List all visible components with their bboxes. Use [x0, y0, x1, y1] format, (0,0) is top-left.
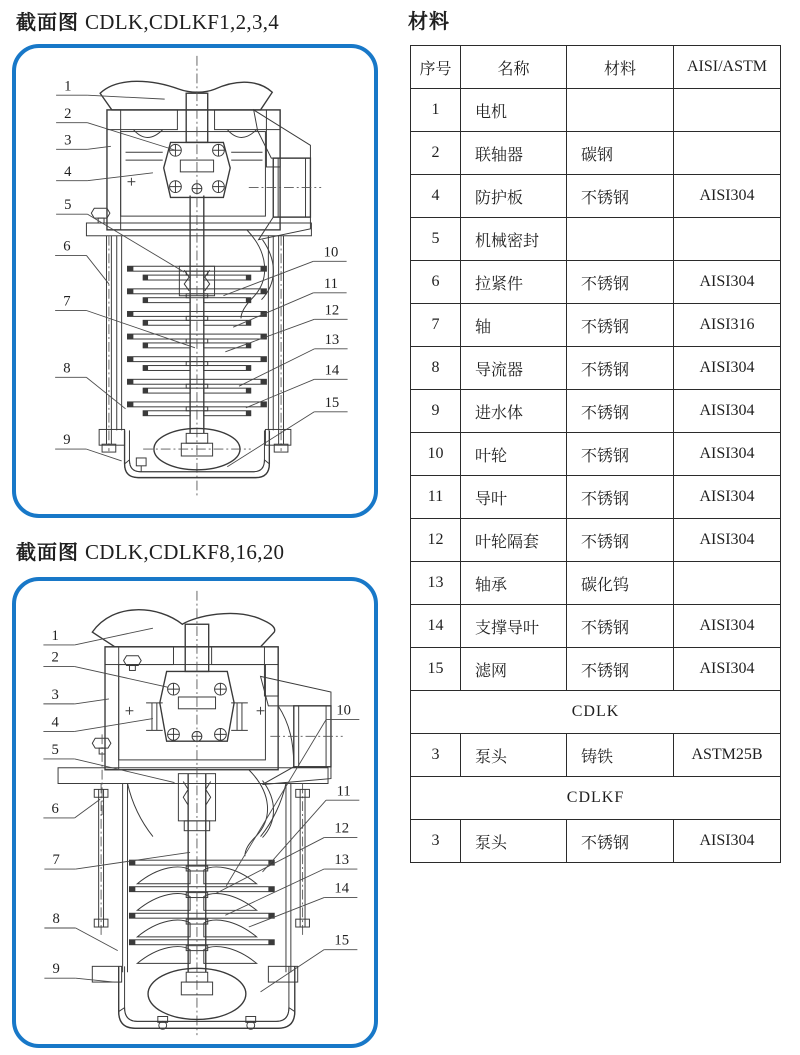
model-group-label: CDLK	[411, 691, 781, 734]
callout-number: 7	[52, 852, 60, 869]
callout-number: 11	[323, 275, 339, 292]
cell-no: 8	[411, 347, 461, 390]
cell-aisi: AISI304	[674, 476, 781, 519]
cell-name: 联轴器	[461, 132, 567, 175]
cell-aisi: AISI304	[674, 347, 781, 390]
materials-title: 材料	[408, 11, 450, 33]
cell-aisi: AISI304	[674, 648, 781, 691]
cell-material: 不锈钢	[567, 519, 674, 562]
cell-no: 10	[411, 433, 461, 476]
cell-name: 机械密封	[461, 218, 567, 261]
cell-no: 13	[411, 562, 461, 605]
cell-no: 14	[411, 605, 461, 648]
cell-aisi: AISI316	[674, 304, 781, 347]
cell-material: 不锈钢	[567, 605, 674, 648]
cell-name: 轴	[461, 304, 567, 347]
diagram1-box	[12, 44, 378, 518]
cell-material: 不锈钢	[567, 390, 674, 433]
pump-cross-section-drawing-1	[16, 48, 374, 514]
cell-material: 不锈钢	[567, 433, 674, 476]
cell-no: 15	[411, 648, 461, 691]
cell-name: 电机	[461, 89, 567, 132]
model-group-row	[411, 691, 781, 734]
left-column	[12, 10, 392, 1048]
cell-material: 不锈钢	[567, 347, 674, 390]
cell-aisi: AISI304	[674, 261, 781, 304]
cell-aisi	[674, 132, 781, 175]
cell-no: 1	[411, 89, 461, 132]
column-header: 材料	[567, 46, 674, 89]
callout-number: 2	[51, 649, 59, 666]
table-row	[411, 605, 781, 648]
section1-heading	[16, 10, 392, 34]
cell-aisi	[674, 218, 781, 261]
cell-aisi: AISI304	[674, 605, 781, 648]
cell-aisi: AISI304	[674, 433, 781, 476]
model-group-row	[411, 777, 781, 820]
callout-number: 13	[324, 331, 340, 348]
cell-no: 3	[411, 734, 461, 777]
callout-number: 10	[323, 244, 339, 261]
callout-number: 11	[336, 783, 351, 800]
callout-number: 13	[334, 852, 350, 869]
callout-number: 3	[64, 132, 72, 149]
callout-number: 10	[336, 702, 352, 719]
cell-no: 2	[411, 132, 461, 175]
cell-material: 不锈钢	[567, 261, 674, 304]
cell-no: 6	[411, 261, 461, 304]
cell-material: 不锈钢	[567, 476, 674, 519]
diagram2-box	[12, 577, 378, 1048]
cell-name: 防护板	[461, 175, 567, 218]
cell-aisi: AISI304	[674, 175, 781, 218]
callouts-1	[55, 78, 347, 467]
discharge-port	[261, 676, 343, 784]
table-row	[411, 476, 781, 519]
stage-stack	[129, 860, 274, 963]
cell-material: 不锈钢	[567, 175, 674, 218]
cell-material: 碳化钨	[567, 562, 674, 605]
casing	[123, 784, 291, 973]
callout-number: 14	[324, 362, 340, 379]
callout-number: 2	[64, 105, 72, 122]
callout-number: 9	[52, 961, 60, 978]
cell-name: 轴承	[461, 562, 567, 605]
callout-number: 6	[63, 238, 71, 255]
table-row	[411, 261, 781, 304]
callout-number: 4	[64, 163, 72, 180]
model-group-label: CDLKF	[411, 777, 781, 820]
cell-name: 叶轮隔套	[461, 519, 567, 562]
cell-name: 导叶	[461, 476, 567, 519]
column-header: 序号	[411, 46, 461, 89]
tie-rods	[94, 784, 309, 935]
table-row	[411, 218, 781, 261]
cell-aisi	[674, 89, 781, 132]
section2-heading-model: CDLK,CDLKF8,16,20	[85, 540, 285, 564]
callout-number: 14	[334, 880, 350, 897]
callout-number: 7	[63, 293, 71, 310]
cell-name: 泵头	[461, 734, 567, 777]
materials-table	[410, 45, 781, 863]
cell-material: 铸铁	[567, 734, 674, 777]
cell-material: 碳钢	[567, 132, 674, 175]
coupling-housing	[105, 647, 278, 770]
cell-material: 不锈钢	[567, 820, 674, 863]
cell-material: 不锈钢	[567, 648, 674, 691]
section1-heading-model: CDLK,CDLKF1,2,3,4	[85, 10, 280, 34]
cell-no: 9	[411, 390, 461, 433]
cell-name: 叶轮	[461, 433, 567, 476]
cell-aisi: AISI304	[674, 820, 781, 863]
right-column	[404, 10, 796, 863]
callout-number: 15	[334, 932, 350, 949]
table-row	[411, 132, 781, 175]
table-row	[411, 304, 781, 347]
cell-no: 12	[411, 519, 461, 562]
table-row	[411, 175, 781, 218]
table-row	[411, 648, 781, 691]
callout-number: 1	[64, 78, 72, 95]
section1-heading-zh: 截面图	[16, 12, 79, 34]
mounting-plate	[86, 208, 311, 236]
callout-number: 15	[324, 394, 340, 411]
cell-no: 4	[411, 175, 461, 218]
callout-number: 8	[63, 360, 71, 377]
table-row	[411, 433, 781, 476]
cell-aisi	[674, 562, 781, 605]
callout-number: 12	[334, 820, 350, 837]
cell-name: 拉紧件	[461, 261, 567, 304]
cell-name: 进水体	[461, 390, 567, 433]
outer-sleeve	[117, 236, 274, 431]
cell-material	[567, 218, 674, 261]
cell-material: 不锈钢	[567, 304, 674, 347]
motor-base	[92, 610, 274, 647]
callouts-2	[43, 628, 359, 992]
cell-material	[567, 89, 674, 132]
callout-number: 5	[64, 197, 72, 214]
callout-number: 4	[51, 714, 59, 731]
callout-number: 5	[51, 741, 59, 759]
cell-no: 3	[411, 820, 461, 863]
callout-number: 9	[63, 432, 71, 449]
section2-heading-zh: 截面图	[16, 542, 79, 564]
table-row	[411, 562, 781, 605]
table-row	[411, 89, 781, 132]
table-row	[411, 734, 781, 777]
cell-no: 11	[411, 476, 461, 519]
cell-name: 泵头	[461, 820, 567, 863]
table-row	[411, 820, 781, 863]
callout-number: 1	[51, 627, 59, 644]
cell-no: 7	[411, 304, 461, 347]
callout-number: 6	[51, 800, 59, 818]
table-row	[411, 347, 781, 390]
section2-heading	[16, 540, 392, 564]
pump-cross-section-drawing-2	[16, 581, 374, 1044]
cell-no: 5	[411, 218, 461, 261]
cell-name: 滤网	[461, 648, 567, 691]
column-header: AISI/ASTM	[674, 46, 781, 89]
cell-name: 导流器	[461, 347, 567, 390]
column-header: 名称	[461, 46, 567, 89]
cell-aisi: AISI304	[674, 519, 781, 562]
coupling-housing	[107, 110, 280, 230]
volute-curves	[245, 770, 274, 857]
cell-aisi: AISI304	[674, 390, 781, 433]
cell-aisi: ASTM25B	[674, 734, 781, 777]
callout-number: 8	[52, 911, 60, 928]
callout-number: 3	[51, 686, 59, 703]
table-row	[411, 390, 781, 433]
cell-name: 支撑导叶	[461, 605, 567, 648]
table-header-row	[411, 46, 781, 89]
callout-number: 12	[324, 302, 340, 319]
table-row	[411, 519, 781, 562]
